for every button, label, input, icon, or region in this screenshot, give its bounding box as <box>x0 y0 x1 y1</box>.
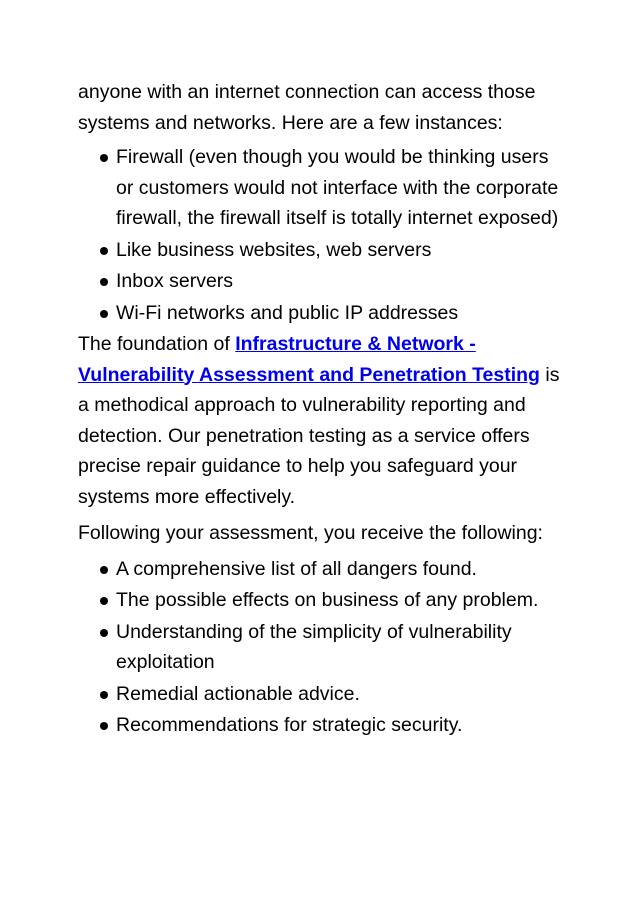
list-item-text: The possible effects on business of any problem. <box>116 589 539 611</box>
intro-paragraph: anyone with an internet connection can access those systems and networks. Here are a few instances: <box>78 81 536 134</box>
list-item-text: Understanding of the simplicity of vulnerability exploitation <box>116 620 512 673</box>
list-item-text: Wi-Fi networks and public IP addresses <box>116 301 459 324</box>
exposed-systems-list <box>78 142 570 328</box>
vapt-link[interactable]: Infrastructure & Network - Vulnerability Assessment and Penetration Testing <box>78 333 540 386</box>
bullet-icon <box>100 691 108 699</box>
list-item <box>78 298 570 329</box>
list-item-text: A comprehensive list of all dangers found. <box>116 557 477 580</box>
bullet-icon <box>100 310 108 318</box>
bullet-icon <box>100 566 108 574</box>
bullet-icon <box>100 247 108 255</box>
list-item <box>78 617 570 678</box>
list-item-text: Inbox servers <box>116 270 234 292</box>
deliverables-list <box>78 554 570 741</box>
foundation-paragraph <box>78 329 570 512</box>
list-item <box>78 266 570 297</box>
list-item <box>78 235 570 266</box>
bullet-icon <box>100 722 108 730</box>
list-item <box>78 585 570 616</box>
bullet-icon <box>100 278 108 286</box>
bullet-icon <box>100 597 108 605</box>
foundation-text-after: is a methodical approach to vulnerability reporting and detection. Our penetration testing as a service offers precise repair guidance to help you safeguard your systems more effectively. <box>78 363 560 508</box>
list-item-text: Firewall (even though you would be thinking users or customers would not interface with the corporate firewall, the firewall itself is totally internet exposed) <box>116 146 559 229</box>
list-item-text: Like business websites, web servers <box>116 238 432 261</box>
bullet-icon <box>100 629 108 637</box>
bullet-icon <box>100 154 108 162</box>
list-item <box>78 679 570 710</box>
list-item-text: Remedial actionable advice. <box>116 682 360 705</box>
list-item-text: Recommendations for strategic security. <box>116 714 463 736</box>
assessment-paragraph: Following your assessment, you receive the following: <box>78 522 543 544</box>
foundation-text-before: The foundation of <box>78 333 236 355</box>
list-item <box>78 710 570 741</box>
list-item <box>78 142 570 234</box>
document-page <box>78 77 570 742</box>
list-item <box>78 554 570 585</box>
